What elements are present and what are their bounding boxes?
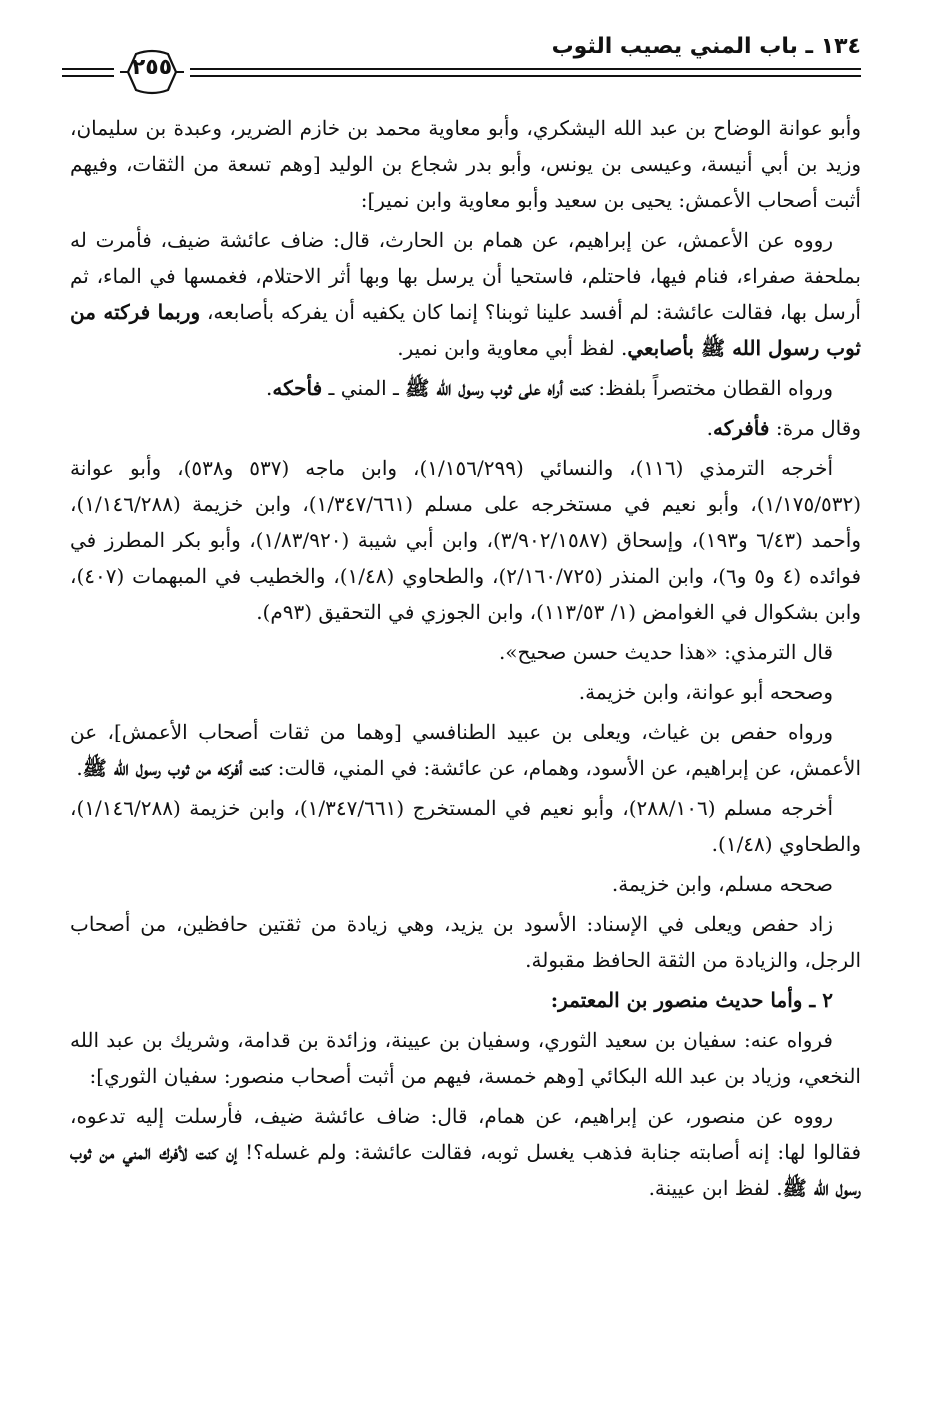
bold-text-run: إن كنت لأفرك المني من ثوب رسول الله ﷺ [70,1140,861,1200]
bold-text-run: ٢ ـ وأما حديث منصور بن المعتمر: [550,988,833,1012]
paragraph [70,674,861,710]
paragraph [70,450,861,630]
text-run: فرواه عنه: سفيان بن سعيد الثوري، وسفيان بن عيينة، وزائدة بن قدامة، وشريك بن عبد الله النخعي، وزياد بن عبد الله البكائي [وهم خمسة، فيهم من أثبت أصحاب منصور: سفيان الثوري]: [70,1028,861,1088]
text-run: أخرجه الترمذي (١١٦)، والنسائي (١/١٥٦/٢٩٩)، وابن ماجه (٥٣٧ و٥٣٨)، وأبو عوانة (١/١٧٥/٥٣٢)، وأبو نعيم في مستخرجه على مسلم (١/٣٤٧/٦٦١)، وابن خزيمة (١/١٤٦/٢٨٨)، وأحمد (٦/٤٣ و١٩٣)، وإسحاق (٣/٩٠٢/١٥٨٧)، وابن أبي شيبة (١/٨٣/٩٢٠)، وأبو بكر المطرز في فوائده (٤ و٥ و٦)، وابن المنذر (٢/١٦٠/٧٢٥)، والطحاوي (١/٤٨)، والخطيب في المبهمات (٤٠٧)، وابن بشكوال في الغوامض (١/ ١١٣/٥٣)، وابن الجوزي في التحقيق (٩٣م). [70,456,862,624]
paragraph [70,982,861,1018]
text-run: رووه عن منصور، عن إبراهيم، عن همام، قال: ضاف عائشة ضيف، فأرسلت إليه تدعوه، فقالوا لها: إنه أصابته جنابة فذهب يغسل ثوبه، فقالت عائشة: ولم غسله؟! [70,1104,862,1164]
text-run: رووه عن الأعمش، عن إبراهيم، عن همام بن الحارث، قال: ضاف عائشة ضيف، فأمرت له بملحفة صفراء، فنام فيها، فاحتلم، فاستحيا أن يرسل بها وبها أثر الاحتلام، فغمسها في الماء، ثم أرسل بها، فقالت عائشة: لم أفسد علينا ثوبنا؟ إنما كان يكفيه أن يفركه بأصابعه، [70,228,861,324]
paragraph [70,714,861,786]
text-run: ورواه حفص بن غياث، ويعلى بن عبيد الطنافسي [وهما من ثقات أصحاب الأعمش]، عن الأعمش، عن إبراهيم، عن الأسود، وهمام، عن عائشة: في المني، قالت: [70,720,861,780]
page-number-badge [118,46,186,98]
page-header [62,18,861,102]
text-run: . [76,756,83,780]
text-run: وقال مرة: [769,416,861,440]
paragraph [70,906,861,978]
header-rule-right [190,68,861,77]
chapter-title: ١٣٤ ـ باب المني يصيب الثوب [551,34,861,59]
bold-text-run: فأفركه [712,416,770,440]
paragraph [70,790,861,862]
bold-text-run: فأحكه [272,376,323,400]
bold-text-run: وربما فركته من ثوب رسول الله ﷺ بأصابعي [70,300,861,360]
text-run: وصححه أبو عوانة، وابن خزيمة. [578,680,833,704]
text-run: صححه مسلم، وابن خزيمة. [611,872,833,896]
text-run: . [706,416,713,440]
text-run: ـ المني ـ [322,376,406,400]
text-run: . [266,376,273,400]
text-run: وأبو عوانة الوضاح بن عبد الله اليشكري، وأبو معاوية محمد بن خازم الضرير، وعبدة بن سليمان، وزيد بن أبي أنيسة، وعيسى بن يونس، وأبو بدر شجاع بن الوليد [وهم تسعة من الثقات، وفيهم أثبت أصحاب الأعمش: يحيى بن سعيد وأبو معاوية وابن نمير]: [70,116,861,212]
text-run: ورواه القطان مختصراً بلفظ: [591,376,833,400]
paragraph [70,1022,861,1094]
page-number: ٢٥٥ [131,55,173,80]
paragraph [70,634,861,670]
paragraph [70,222,861,366]
text-run: . لفظ أبي معاوية وابن نمير. [397,336,628,360]
text-run: قال الترمذي: «هذا حديث حسن صحيح». [498,640,833,664]
page-body [70,110,861,1210]
paragraph [70,866,861,902]
bold-text-run: كنت أراه على ثوب رسول الله ﷺ [405,376,592,400]
paragraph [70,1098,861,1206]
paragraph [70,110,861,218]
text-run: أخرجه مسلم (٢٨٨/١٠٦)، وأبو نعيم في المستخرج (١/٣٤٧/٦٦١)، وابن خزيمة (١/١٤٦/٢٨٨)، والطحاوي (١/٤٨). [70,796,861,856]
text-run: . لفظ ابن عيينة. [648,1176,783,1200]
paragraph [70,410,861,446]
paragraph [70,370,861,406]
bold-text-run: كنت أفركه من ثوب رسول الله ﷺ [82,756,272,780]
header-rule-left [62,68,114,77]
text-run: زاد حفص ويعلى في الإسناد: الأسود بن يزيد، وهي زيادة من ثقتين حافظين، من أصحاب الرجل، والزيادة من الثقة الحافظ مقبولة. [70,912,861,972]
